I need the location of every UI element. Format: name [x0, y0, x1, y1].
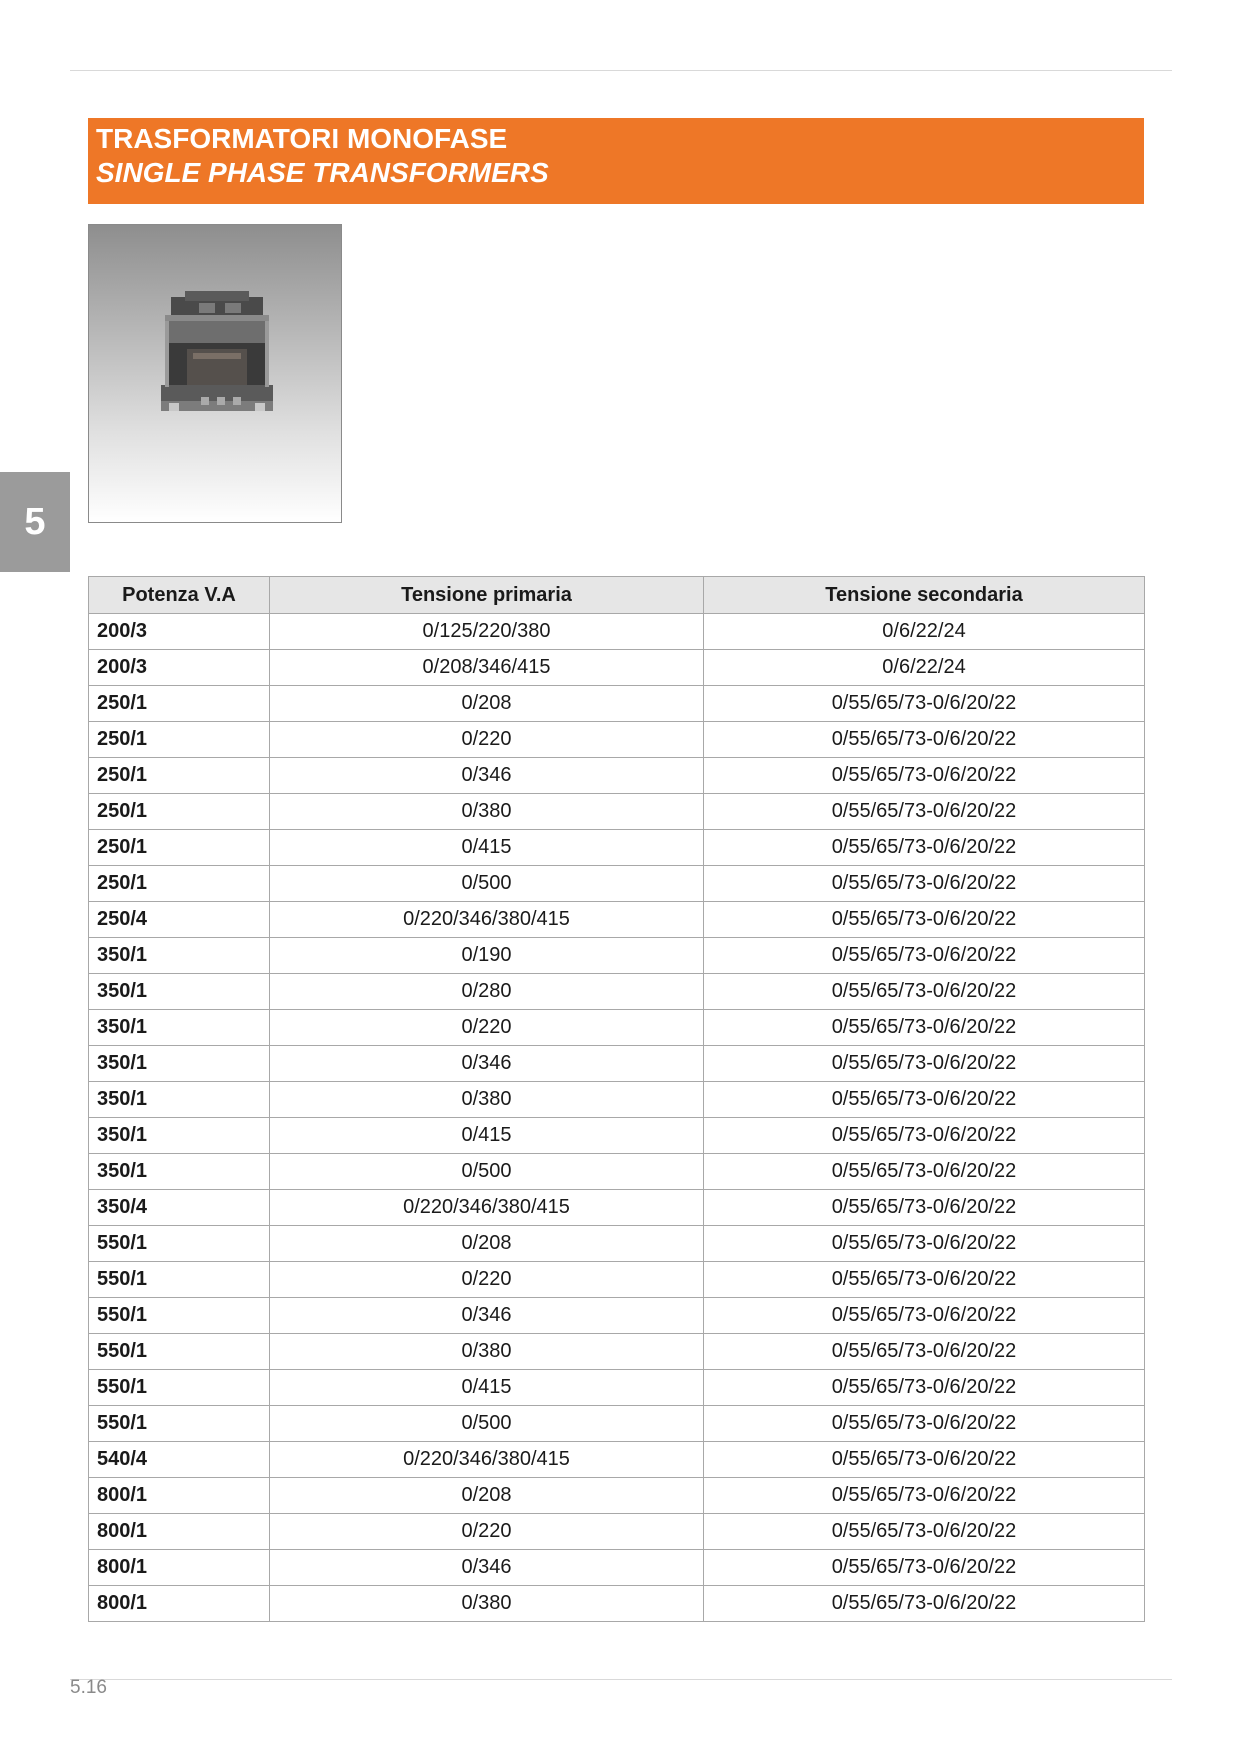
- cell-power: 550/1: [89, 1298, 270, 1334]
- cell-secondary-voltage: 0/55/65/73-0/6/20/22: [704, 722, 1145, 758]
- table-row: [89, 686, 1145, 722]
- table-header-row: [89, 577, 1145, 614]
- table-row: [89, 1550, 1145, 1586]
- cell-secondary-voltage: 0/55/65/73-0/6/20/22: [704, 974, 1145, 1010]
- cell-power: 800/1: [89, 1550, 270, 1586]
- cell-primary-voltage: 0/220: [270, 722, 704, 758]
- cell-primary-voltage: 0/220: [270, 1262, 704, 1298]
- cell-power: 250/1: [89, 686, 270, 722]
- product-photo: [88, 224, 342, 523]
- page-number: 5.16: [70, 1677, 107, 1698]
- page-title: TRASFORMATORI MONOFASE: [96, 123, 508, 154]
- cell-primary-voltage: 0/208: [270, 686, 704, 722]
- cell-primary-voltage: 0/220: [270, 1010, 704, 1046]
- cell-secondary-voltage: 0/55/65/73-0/6/20/22: [704, 1514, 1145, 1550]
- cell-primary-voltage: 0/208: [270, 1478, 704, 1514]
- cell-power: 550/1: [89, 1370, 270, 1406]
- table-row: [89, 1154, 1145, 1190]
- table-row: [89, 1262, 1145, 1298]
- table-row: [89, 1190, 1145, 1226]
- table-row: [89, 758, 1145, 794]
- table-row: [89, 614, 1145, 650]
- table-row: [89, 974, 1145, 1010]
- cell-power: 350/1: [89, 938, 270, 974]
- cell-secondary-voltage: 0/55/65/73-0/6/20/22: [704, 758, 1145, 794]
- cell-secondary-voltage: 0/6/22/24: [704, 614, 1145, 650]
- cell-primary-voltage: 0/220/346/380/415: [270, 1442, 704, 1478]
- page-subtitle: SINGLE PHASE TRANSFORMERS: [96, 157, 549, 188]
- table-row: [89, 1478, 1145, 1514]
- table-row: [89, 902, 1145, 938]
- cell-secondary-voltage: 0/55/65/73-0/6/20/22: [704, 1118, 1145, 1154]
- cell-secondary-voltage: 0/55/65/73-0/6/20/22: [704, 1550, 1145, 1586]
- cell-primary-voltage: 0/380: [270, 1334, 704, 1370]
- cell-primary-voltage: 0/380: [270, 1586, 704, 1622]
- cell-power: 350/4: [89, 1190, 270, 1226]
- cell-primary-voltage: 0/220/346/380/415: [270, 1190, 704, 1226]
- table-row: [89, 650, 1145, 686]
- cell-secondary-voltage: 0/55/65/73-0/6/20/22: [704, 1082, 1145, 1118]
- table-row: [89, 1082, 1145, 1118]
- cell-secondary-voltage: 0/55/65/73-0/6/20/22: [704, 1046, 1145, 1082]
- table-row: [89, 830, 1145, 866]
- transformer-photo-icon: [89, 225, 342, 523]
- cell-power: 550/1: [89, 1262, 270, 1298]
- cell-primary-voltage: 0/346: [270, 1550, 704, 1586]
- cell-power: 250/1: [89, 794, 270, 830]
- cell-primary-voltage: 0/346: [270, 1046, 704, 1082]
- table-row: [89, 1586, 1145, 1622]
- cell-power: 250/4: [89, 902, 270, 938]
- table-row: [89, 1226, 1145, 1262]
- table-row: [89, 1514, 1145, 1550]
- cell-power: 540/4: [89, 1442, 270, 1478]
- cell-primary-voltage: 0/280: [270, 974, 704, 1010]
- cell-primary-voltage: 0/415: [270, 830, 704, 866]
- cell-secondary-voltage: 0/55/65/73-0/6/20/22: [704, 794, 1145, 830]
- cell-secondary-voltage: 0/55/65/73-0/6/20/22: [704, 1190, 1145, 1226]
- cell-primary-voltage: 0/500: [270, 866, 704, 902]
- table-row: [89, 1118, 1145, 1154]
- cell-primary-voltage: 0/500: [270, 1406, 704, 1442]
- cell-primary-voltage: 0/208/346/415: [270, 650, 704, 686]
- cell-primary-voltage: 0/208: [270, 1226, 704, 1262]
- table-row: [89, 866, 1145, 902]
- spec-table: [88, 576, 1145, 1622]
- cell-power: 350/1: [89, 1046, 270, 1082]
- cell-power: 350/1: [89, 1082, 270, 1118]
- cell-secondary-voltage: 0/55/65/73-0/6/20/22: [704, 1442, 1145, 1478]
- table-row: [89, 1406, 1145, 1442]
- cell-primary-voltage: 0/346: [270, 1298, 704, 1334]
- cell-secondary-voltage: 0/55/65/73-0/6/20/22: [704, 1334, 1145, 1370]
- column-header-secondary-voltage: Tensione secondaria: [704, 577, 1145, 614]
- cell-power: 800/1: [89, 1478, 270, 1514]
- cell-power: 550/1: [89, 1334, 270, 1370]
- cell-secondary-voltage: 0/55/65/73-0/6/20/22: [704, 1478, 1145, 1514]
- cell-primary-voltage: 0/190: [270, 938, 704, 974]
- cell-secondary-voltage: 0/55/65/73-0/6/20/22: [704, 686, 1145, 722]
- cell-secondary-voltage: 0/55/65/73-0/6/20/22: [704, 1154, 1145, 1190]
- cell-secondary-voltage: 0/55/65/73-0/6/20/22: [704, 1262, 1145, 1298]
- column-header-primary-voltage: Tensione primaria: [270, 577, 704, 614]
- table-row: [89, 722, 1145, 758]
- cell-power: 250/1: [89, 722, 270, 758]
- cell-primary-voltage: 0/346: [270, 758, 704, 794]
- cell-secondary-voltage: 0/55/65/73-0/6/20/22: [704, 902, 1145, 938]
- cell-power: 250/1: [89, 758, 270, 794]
- table-row: [89, 1046, 1145, 1082]
- cell-power: 250/1: [89, 830, 270, 866]
- cell-primary-voltage: 0/500: [270, 1154, 704, 1190]
- cell-power: 800/1: [89, 1514, 270, 1550]
- cell-secondary-voltage: 0/55/65/73-0/6/20/22: [704, 1226, 1145, 1262]
- cell-power: 350/1: [89, 1118, 270, 1154]
- cell-secondary-voltage: 0/6/22/24: [704, 650, 1145, 686]
- cell-secondary-voltage: 0/55/65/73-0/6/20/22: [704, 1370, 1145, 1406]
- table-row: [89, 1334, 1145, 1370]
- column-header-power: Potenza V.A: [89, 577, 270, 614]
- table-row: [89, 794, 1145, 830]
- cell-power: 350/1: [89, 1154, 270, 1190]
- table-row: [89, 1370, 1145, 1406]
- title-banner: [88, 118, 1144, 204]
- cell-power: 200/3: [89, 650, 270, 686]
- cell-secondary-voltage: 0/55/65/73-0/6/20/22: [704, 938, 1145, 974]
- table-row: [89, 938, 1145, 974]
- top-divider: [70, 70, 1172, 71]
- cell-power: 550/1: [89, 1406, 270, 1442]
- section-tab: 5: [0, 472, 70, 572]
- table-row: [89, 1442, 1145, 1478]
- cell-secondary-voltage: 0/55/65/73-0/6/20/22: [704, 1010, 1145, 1046]
- table-row: [89, 1298, 1145, 1334]
- cell-primary-voltage: 0/380: [270, 794, 704, 830]
- cell-power: 200/3: [89, 614, 270, 650]
- cell-primary-voltage: 0/415: [270, 1118, 704, 1154]
- cell-primary-voltage: 0/220/346/380/415: [270, 902, 704, 938]
- cell-primary-voltage: 0/125/220/380: [270, 614, 704, 650]
- cell-secondary-voltage: 0/55/65/73-0/6/20/22: [704, 1586, 1145, 1622]
- cell-secondary-voltage: 0/55/65/73-0/6/20/22: [704, 866, 1145, 902]
- cell-power: 250/1: [89, 866, 270, 902]
- cell-power: 350/1: [89, 1010, 270, 1046]
- cell-primary-voltage: 0/220: [270, 1514, 704, 1550]
- cell-primary-voltage: 0/380: [270, 1082, 704, 1118]
- cell-secondary-voltage: 0/55/65/73-0/6/20/22: [704, 830, 1145, 866]
- cell-power: 550/1: [89, 1226, 270, 1262]
- cell-primary-voltage: 0/415: [270, 1370, 704, 1406]
- cell-secondary-voltage: 0/55/65/73-0/6/20/22: [704, 1406, 1145, 1442]
- cell-power: 800/1: [89, 1586, 270, 1622]
- bottom-divider: [70, 1679, 1172, 1680]
- table-row: [89, 1010, 1145, 1046]
- cell-secondary-voltage: 0/55/65/73-0/6/20/22: [704, 1298, 1145, 1334]
- cell-power: 350/1: [89, 974, 270, 1010]
